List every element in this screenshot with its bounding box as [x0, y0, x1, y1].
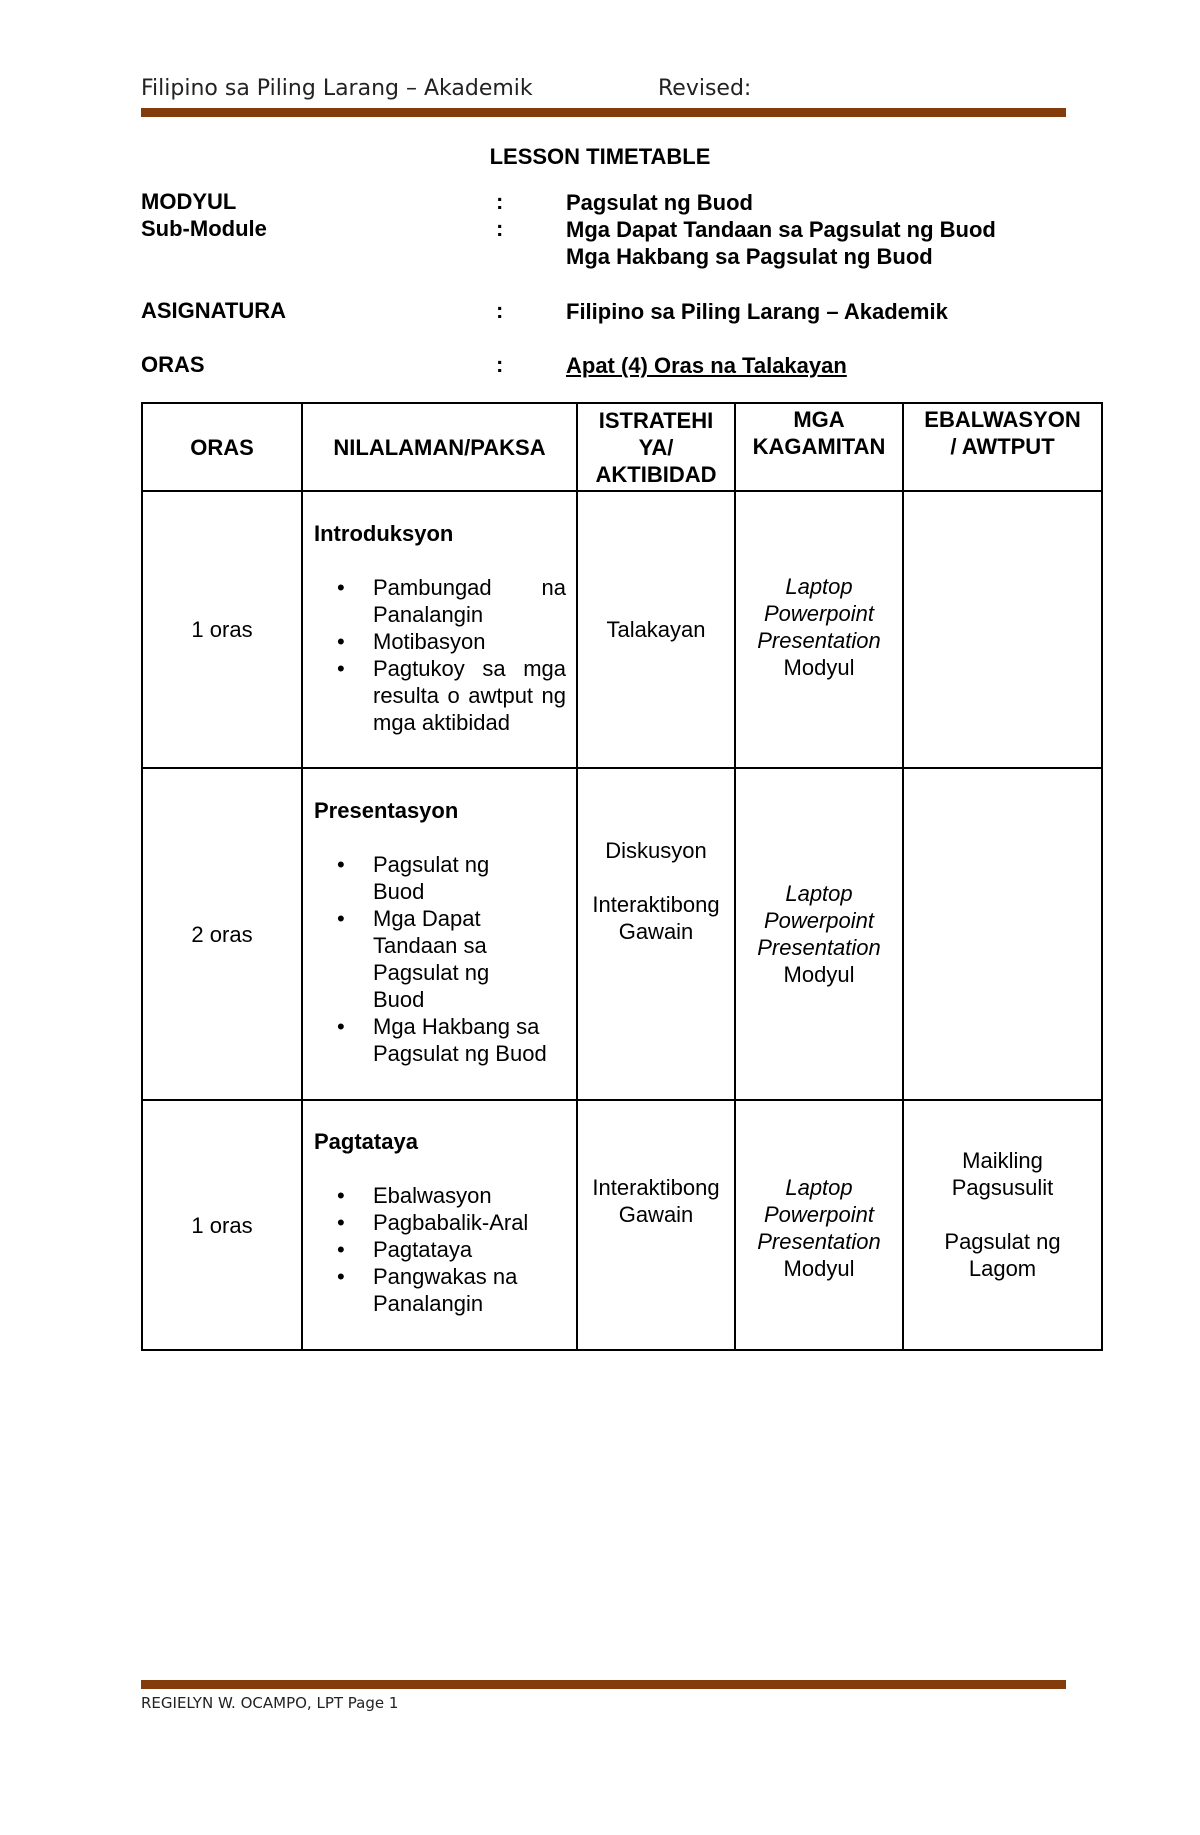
section-title: Presentasyon [314, 798, 459, 823]
cell-ebalwasyon: Maikling Pagsusulit Pagsulat ng Lagom [903, 1100, 1102, 1350]
document-title: LESSON TIMETABLE [489, 144, 711, 169]
meta-label: MODYUL [141, 189, 237, 214]
list-item: • Mga Dapat Tandaan sa Pagsulat ng Buod [373, 905, 521, 1013]
meta-colon: : [496, 189, 504, 214]
meta-label: ORAS [141, 352, 205, 377]
meta-colon: : [496, 298, 504, 323]
meta-colon: : [496, 352, 504, 377]
meta-label: Sub-Module [141, 216, 267, 241]
cell-istratehiya: Talakayan [577, 491, 735, 768]
meta-value: Mga Hakbang sa Pagsulat ng Buod [566, 244, 933, 269]
meta-value: Filipino sa Piling Larang – Akademik [566, 299, 948, 324]
cell-oras: 1 oras [142, 1100, 302, 1350]
col-header-nilalaman: NILALAMAN/PAKSA [302, 403, 577, 491]
table-row [142, 1100, 1102, 1350]
col-header-istratehiya: ISTRATEHI YA/ AKTIBIDAD [577, 403, 735, 491]
page-footer: REGIELYN W. OCAMPO, LPT Page 1 [141, 1694, 399, 1712]
meta-label: ASIGNATURA [141, 298, 287, 323]
cell-istratehiya: Interaktibong Gawain [577, 1100, 735, 1350]
col-header-kagamitan: MGA KAGAMITAN [735, 403, 903, 491]
cell-oras: 2 oras [142, 768, 302, 1100]
meta-colon: : [496, 216, 504, 241]
cell-nilalaman [302, 1100, 577, 1350]
footer-rule [141, 1680, 1066, 1689]
list-item: • Ebalwasyon [373, 1182, 566, 1209]
header-subject: Filipino sa Piling Larang – Akademik [141, 76, 533, 101]
header-rule [141, 108, 1066, 117]
lesson-timetable [141, 402, 1103, 1351]
list-item: • Pagbabalik-Aral [373, 1209, 566, 1236]
table-row [142, 768, 1102, 1100]
meta-value: Mga Dapat Tandaan sa Pagsulat ng Buod [566, 217, 996, 242]
cell-nilalaman [302, 768, 577, 1100]
cell-kagamitan: Laptop Powerpoint Presentation Modyul [735, 768, 903, 1100]
table-header-row [142, 403, 1102, 491]
topic-list [314, 1182, 566, 1317]
section-title: Introduksyon [314, 521, 454, 546]
list-item: • Pagsulat ng Buod [373, 851, 521, 905]
cell-istratehiya: Diskusyon Interaktibong Gawain [577, 768, 735, 1100]
list-item: • Pangwakas na Panalangin [373, 1263, 566, 1317]
list-item: • Pambungad na Panalangin [373, 574, 566, 628]
table-row [142, 491, 1102, 768]
meta-value: Pagsulat ng Buod [566, 190, 753, 215]
page-header [141, 76, 1065, 106]
cell-kagamitan: Laptop Powerpoint Presentation Modyul [735, 1100, 903, 1350]
col-header-ebalwasyon: EBALWASYON / AWTPUT [903, 403, 1102, 491]
list-item: • Motibasyon [373, 628, 566, 655]
section-title: Pagtataya [314, 1129, 418, 1154]
list-item: • Mga Hakbang sa Pagsulat ng Buod [373, 1013, 566, 1067]
cell-oras: 1 oras [142, 491, 302, 768]
topic-list [314, 574, 566, 736]
topic-list [314, 851, 566, 1067]
cell-ebalwasyon [903, 768, 1102, 1100]
col-header-oras: ORAS [142, 403, 302, 491]
cell-kagamitan: Laptop Powerpoint Presentation Modyul [735, 491, 903, 768]
cell-ebalwasyon [903, 491, 1102, 768]
list-item: • Pagtataya [373, 1236, 566, 1263]
meta-value: Apat (4) Oras na Talakayan [566, 353, 847, 378]
header-revised: Revised: [658, 76, 752, 101]
list-item: • Pagtukoy sa mga resulta o awtput ng mga aktibidad [373, 655, 566, 736]
cell-nilalaman [302, 491, 577, 768]
